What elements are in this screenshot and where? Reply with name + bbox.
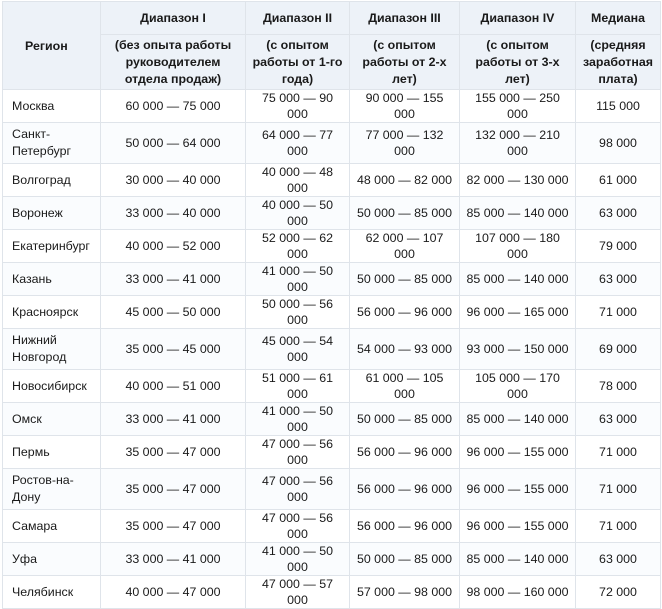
range-2-cell: 64 000 — 77 000 (246, 123, 350, 164)
range-2-cell: 47 000 — 57 000 (246, 576, 350, 609)
region-cell: Самара (3, 510, 101, 543)
range-1-cell: 45 000 — 50 000 (101, 296, 246, 329)
region-cell: Новосибирск (3, 370, 101, 403)
table-row (3, 436, 661, 469)
table-row (3, 123, 661, 164)
median-cell: 115 000 (576, 90, 661, 123)
subheader-range-2: (с опытом работы от 1-го года) (246, 35, 350, 90)
table-row (3, 164, 661, 197)
range-4-cell: 96 000 — 155 000 (460, 469, 576, 510)
range-2-cell: 41 000 — 50 000 (246, 263, 350, 296)
range-3-cell: 77 000 — 132 000 (350, 123, 460, 164)
region-cell: Ростов-на-Дону (3, 469, 101, 510)
median-cell: 72 000 (576, 576, 661, 609)
range-3-cell: 50 000 — 85 000 (350, 263, 460, 296)
subheader-range-4: (с опытом работы от 3-х лет) (460, 35, 576, 90)
range-3-cell: 62 000 — 107 000 (350, 230, 460, 263)
range-3-cell: 90 000 — 155 000 (350, 90, 460, 123)
median-cell: 63 000 (576, 197, 661, 230)
region-cell: Челябинск (3, 576, 101, 609)
range-1-cell: 50 000 — 64 000 (101, 123, 246, 164)
header-row (3, 2, 661, 35)
range-1-cell: 35 000 — 47 000 (101, 436, 246, 469)
range-2-cell: 40 000 — 50 000 (246, 197, 350, 230)
median-cell: 71 000 (576, 296, 661, 329)
table-row (3, 90, 661, 123)
table-row (3, 197, 661, 230)
region-cell: Пермь (3, 436, 101, 469)
range-2-cell: 41 000 — 50 000 (246, 403, 350, 436)
range-1-cell: 60 000 — 75 000 (101, 90, 246, 123)
table-body (3, 90, 661, 609)
range-3-cell: 56 000 — 96 000 (350, 469, 460, 510)
range-4-cell: 96 000 — 155 000 (460, 510, 576, 543)
range-1-cell: 33 000 — 41 000 (101, 543, 246, 576)
range-4-cell: 132 000 — 210 000 (460, 123, 576, 164)
range-4-cell: 85 000 — 140 000 (460, 543, 576, 576)
range-2-cell: 75 000 — 90 000 (246, 90, 350, 123)
median-cell: 71 000 (576, 436, 661, 469)
region-cell: Москва (3, 90, 101, 123)
range-4-cell: 93 000 — 150 000 (460, 329, 576, 370)
range-1-cell: 33 000 — 41 000 (101, 403, 246, 436)
range-1-cell: 33 000 — 40 000 (101, 197, 246, 230)
range-1-cell: 30 000 — 40 000 (101, 164, 246, 197)
range-4-cell: 82 000 — 130 000 (460, 164, 576, 197)
range-2-cell: 51 000 — 61 000 (246, 370, 350, 403)
median-cell: 63 000 (576, 543, 661, 576)
table-row (3, 329, 661, 370)
range-3-cell: 56 000 — 96 000 (350, 436, 460, 469)
range-1-cell: 35 000 — 45 000 (101, 329, 246, 370)
range-4-cell: 107 000 — 180 000 (460, 230, 576, 263)
region-cell: Казань (3, 263, 101, 296)
header-range-4: Диапазон IV (460, 2, 576, 35)
subheader-row (3, 35, 661, 90)
salary-table (2, 1, 661, 609)
range-4-cell: 85 000 — 140 000 (460, 403, 576, 436)
range-2-cell: 41 000 — 50 000 (246, 543, 350, 576)
table-row (3, 296, 661, 329)
table-row (3, 230, 661, 263)
range-2-cell: 47 000 — 56 000 (246, 469, 350, 510)
header-median: Медиана (576, 2, 661, 35)
subheader-range-1: (без опыта работы руководителем отдела продаж) (101, 35, 246, 90)
range-3-cell: 48 000 — 82 000 (350, 164, 460, 197)
range-1-cell: 35 000 — 47 000 (101, 469, 246, 510)
range-3-cell: 56 000 — 96 000 (350, 296, 460, 329)
region-cell: Волгоград (3, 164, 101, 197)
range-4-cell: 96 000 — 165 000 (460, 296, 576, 329)
table-row (3, 403, 661, 436)
range-3-cell: 57 000 — 98 000 (350, 576, 460, 609)
region-cell: Воронеж (3, 197, 101, 230)
subheader-median: (средняя заработная плата) (576, 35, 661, 90)
range-2-cell: 45 000 — 54 000 (246, 329, 350, 370)
table-row (3, 543, 661, 576)
header-region: Регион (3, 2, 101, 90)
range-2-cell: 47 000 — 56 000 (246, 510, 350, 543)
median-cell: 98 000 (576, 123, 661, 164)
range-3-cell: 54 000 — 93 000 (350, 329, 460, 370)
range-3-cell: 61 000 — 105 000 (350, 370, 460, 403)
header-range-3: Диапазон III (350, 2, 460, 35)
region-cell: Уфа (3, 543, 101, 576)
range-3-cell: 50 000 — 85 000 (350, 197, 460, 230)
range-4-cell: 105 000 — 170 000 (460, 370, 576, 403)
range-1-cell: 33 000 — 41 000 (101, 263, 246, 296)
table-row (3, 576, 661, 609)
table-row (3, 469, 661, 510)
region-cell: Санкт-Петербург (3, 123, 101, 164)
table-row (3, 370, 661, 403)
region-cell: Омск (3, 403, 101, 436)
range-3-cell: 56 000 — 96 000 (350, 510, 460, 543)
range-1-cell: 40 000 — 51 000 (101, 370, 246, 403)
median-cell: 79 000 (576, 230, 661, 263)
range-1-cell: 35 000 — 47 000 (101, 510, 246, 543)
range-4-cell: 85 000 — 140 000 (460, 263, 576, 296)
subheader-range-3: (с опытом работы от 2-х лет) (350, 35, 460, 90)
range-4-cell: 96 000 — 155 000 (460, 436, 576, 469)
median-cell: 69 000 (576, 329, 661, 370)
range-1-cell: 40 000 — 52 000 (101, 230, 246, 263)
range-4-cell: 85 000 — 140 000 (460, 197, 576, 230)
range-2-cell: 50 000 — 56 000 (246, 296, 350, 329)
median-cell: 63 000 (576, 403, 661, 436)
header-range-1: Диапазон I (101, 2, 246, 35)
table-row (3, 263, 661, 296)
range-3-cell: 50 000 — 85 000 (350, 403, 460, 436)
range-2-cell: 40 000 — 48 000 (246, 164, 350, 197)
region-cell: Красноярск (3, 296, 101, 329)
range-1-cell: 40 000 — 47 000 (101, 576, 246, 609)
range-4-cell: 155 000 — 250 000 (460, 90, 576, 123)
range-4-cell: 98 000 — 160 000 (460, 576, 576, 609)
header-range-2: Диапазон II (246, 2, 350, 35)
median-cell: 78 000 (576, 370, 661, 403)
region-cell: Нижний Новгород (3, 329, 101, 370)
range-2-cell: 52 000 — 62 000 (246, 230, 350, 263)
table-header (3, 2, 661, 90)
median-cell: 71 000 (576, 510, 661, 543)
range-3-cell: 50 000 — 85 000 (350, 543, 460, 576)
range-2-cell: 47 000 — 56 000 (246, 436, 350, 469)
region-cell: Екатеринбург (3, 230, 101, 263)
table-row (3, 510, 661, 543)
median-cell: 71 000 (576, 469, 661, 510)
median-cell: 61 000 (576, 164, 661, 197)
median-cell: 63 000 (576, 263, 661, 296)
